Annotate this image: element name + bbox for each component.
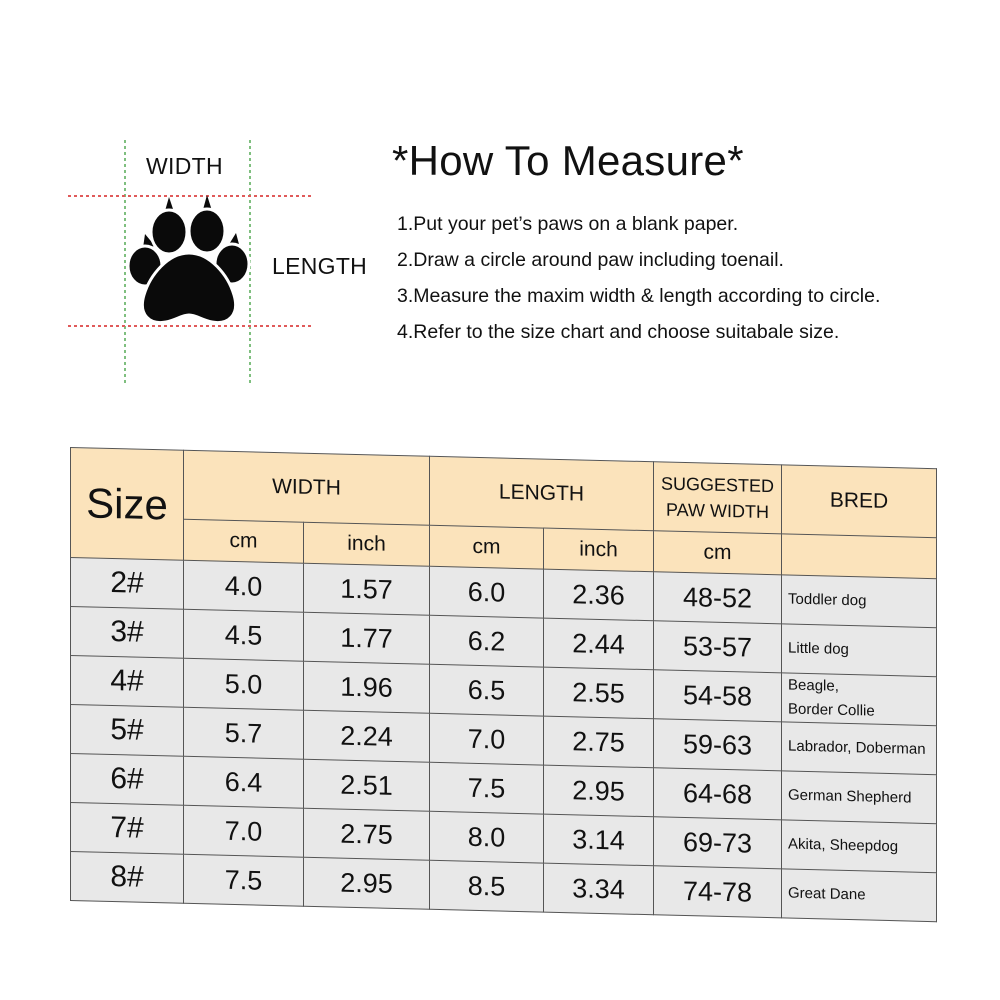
length-inch-cell: 2.44 (544, 618, 654, 670)
width-inch-cell: 2.95 (304, 857, 430, 909)
breed-line: Great Dane (788, 884, 866, 904)
length-inch-unit: inch (544, 528, 654, 572)
width-cm-cell: 5.0 (184, 658, 304, 710)
paw-width-cell: 74-78 (654, 866, 782, 918)
width-inch-cell: 2.51 (304, 759, 430, 811)
length-cm-cell: 8.5 (430, 860, 544, 912)
breed-cell (782, 673, 937, 726)
paw-width-cm-unit: cm (654, 531, 782, 575)
paw-diagram (0, 0, 380, 400)
width-inch-cell: 2.75 (304, 808, 430, 860)
breed-header: BRED (782, 465, 937, 538)
width-cm-cell: 6.4 (184, 756, 304, 808)
length-inch-cell: 3.34 (544, 863, 654, 915)
size-cell: 5# (71, 705, 184, 757)
length-inch-cell: 2.95 (544, 765, 654, 817)
breed-unit-blank (782, 534, 937, 579)
breed-cell (782, 771, 937, 824)
paw-width-cell: 64-68 (654, 768, 782, 820)
breed-cell (782, 722, 937, 775)
step-4: 4.Refer to the size chart and choose suitabale size. (397, 321, 840, 343)
size-cell: 4# (71, 656, 184, 708)
length-inch-cell: 2.36 (544, 569, 654, 621)
length-header: LENGTH (430, 456, 654, 530)
size-cell: 2# (71, 558, 184, 610)
length-inch-cell: 2.75 (544, 716, 654, 768)
breed-line: Little dog (788, 639, 849, 659)
paw-width-cell: 48-52 (654, 572, 782, 624)
width-inch-cell: 1.57 (304, 563, 430, 615)
paw-width-cell: 69-73 (654, 817, 782, 869)
step-1: 1.Put your pet’s paws on a blank paper. (397, 213, 739, 235)
size-header: Size (71, 448, 184, 561)
size-cell: 3# (71, 607, 184, 659)
suggested-paw-width-header (654, 462, 782, 534)
suggested-header-line1: SUGGESTED (661, 473, 775, 497)
size-cell: 7# (71, 803, 184, 855)
width-label: WIDTH (146, 153, 223, 179)
breed-cell (782, 869, 937, 922)
width-inch-cell: 1.96 (304, 661, 430, 713)
length-cm-cell: 6.5 (430, 664, 544, 716)
width-cm-cell: 4.0 (184, 560, 304, 612)
breed-cell (782, 575, 937, 628)
step-2: 2.Draw a circle around paw including toenail. (397, 249, 784, 271)
length-cm-cell: 6.0 (430, 566, 544, 618)
step-3: 3.Measure the maxim width & length according to circle. (397, 285, 881, 307)
length-cm-cell: 7.5 (430, 762, 544, 814)
paw-diagram-svg (0, 0, 380, 400)
suggested-header-line2: PAW WIDTH (666, 499, 769, 523)
paw-icon (128, 195, 249, 323)
breed-line: Labrador, Doberman (788, 737, 926, 758)
length-cm-cell: 8.0 (430, 811, 544, 863)
breed-line: Toddler dog (788, 590, 867, 610)
measure-steps (397, 210, 880, 354)
length-inch-cell: 3.14 (544, 814, 654, 866)
size-cell: 8# (71, 852, 184, 904)
width-inch-cell: 2.24 (304, 710, 430, 762)
length-cm-cell: 7.0 (430, 713, 544, 765)
breed-line: German Shepherd (788, 786, 912, 807)
length-cm-cell: 6.2 (430, 615, 544, 667)
how-to-measure-title: *How To Measure* (392, 137, 744, 184)
width-cm-unit: cm (184, 519, 304, 563)
width-cm-cell: 5.7 (184, 707, 304, 759)
size-chart-table (70, 447, 937, 922)
length-cm-unit: cm (430, 525, 544, 569)
width-inch-cell: 1.77 (304, 612, 430, 664)
length-label: LENGTH (272, 253, 368, 279)
width-header: WIDTH (184, 450, 430, 525)
width-inch-unit: inch (304, 522, 430, 566)
size-cell: 6# (71, 754, 184, 806)
length-inch-cell: 2.55 (544, 667, 654, 719)
width-cm-cell: 7.5 (184, 854, 304, 906)
width-cm-cell: 4.5 (184, 609, 304, 661)
paw-width-cell: 59-63 (654, 719, 782, 771)
breed-line: Beagle, (788, 676, 839, 695)
width-cm-cell: 7.0 (184, 805, 304, 857)
size-chart (70, 447, 936, 924)
paw-width-cell: 53-57 (654, 621, 782, 673)
paw-width-cell: 54-58 (654, 670, 782, 722)
breed-line: Akita, Sheepdog (788, 835, 899, 856)
breed-cell (782, 820, 937, 873)
breed-cell (782, 624, 937, 677)
breed-line: Border Collie (788, 700, 875, 720)
